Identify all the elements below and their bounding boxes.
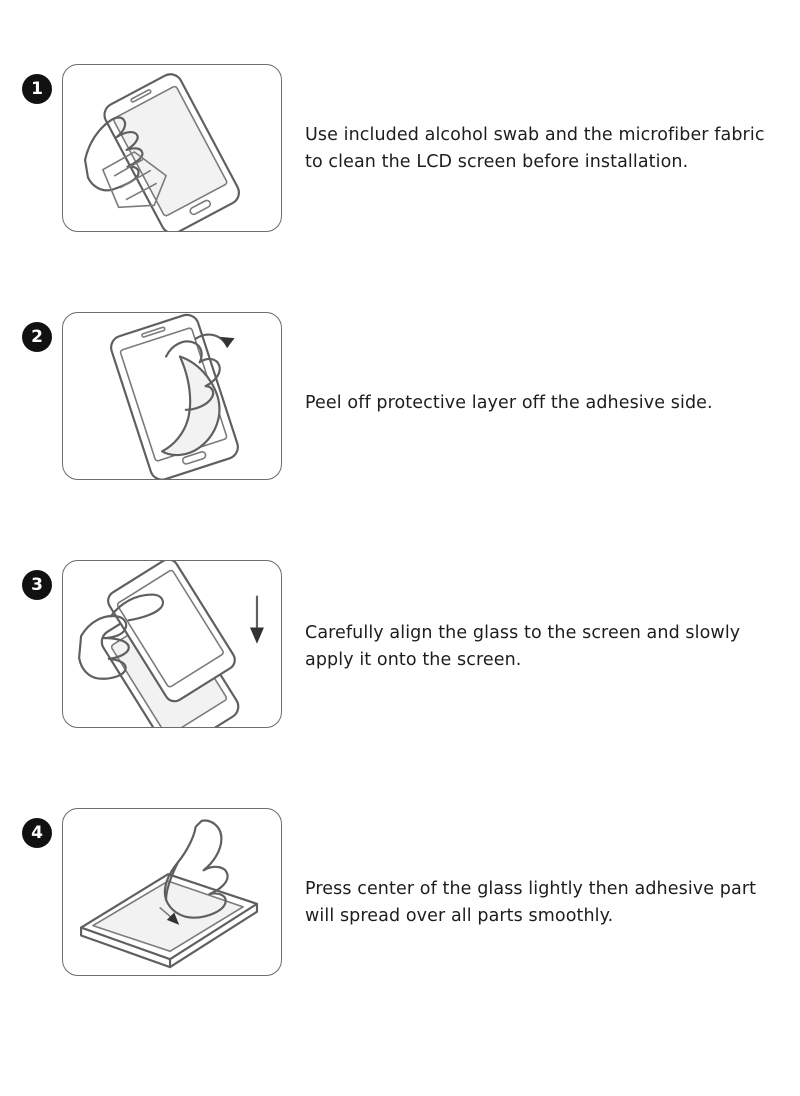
instruction-step-3 <box>0 496 800 744</box>
step-text-3: Carefully align the glass to the screen and slowly apply it onto the screen. <box>305 623 741 670</box>
step-figure-1 <box>62 64 282 232</box>
step-figure-2 <box>62 312 282 480</box>
instruction-step-2 <box>0 248 800 496</box>
step-number-badge-2: 2 <box>22 322 52 352</box>
step-figure-4 <box>62 808 282 976</box>
phone-cleaning-with-microfiber-cloth-illustration <box>63 65 281 231</box>
step-text-2: Peel off protective layer off the adhesive side. <box>305 393 713 413</box>
step-figure-3 <box>62 560 282 728</box>
step-text-1: Use included alcohol swab and the microfiber fabric to clean the LCD screen before installation. <box>305 125 765 172</box>
step-text-4: Press center of the glass lightly then adhesive part will spread over all parts smoothly. <box>305 879 757 926</box>
step-number-badge-4: 4 <box>22 818 52 848</box>
instruction-step-1 <box>0 0 800 248</box>
instruction-step-4 <box>0 744 800 992</box>
step-number-badge-1: 1 <box>22 74 52 104</box>
aligning-glass-onto-screen-illustration <box>63 561 281 727</box>
pressing-center-of-glass-illustration <box>63 809 281 975</box>
peeling-protective-film-illustration <box>63 313 281 479</box>
step-number-badge-3: 3 <box>22 570 52 600</box>
